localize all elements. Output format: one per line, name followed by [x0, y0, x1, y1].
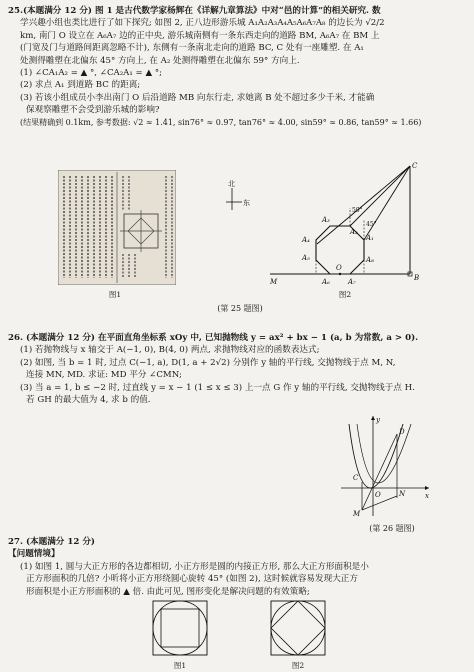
q25-figure-title: (第 25 题图) [217, 304, 263, 313]
q27-figure-1-squares [150, 600, 210, 658]
question-27 [8, 536, 466, 598]
north-east-compass-icon [222, 178, 252, 218]
q27-subq-1: (1) 如图 1, 圆与大正方形的各边都相切, 小正方形是圆的内接正方形, 那么大正方形面积是小 [20, 561, 369, 572]
q26-line: 若 GH 的最大值为 4, 求 b 的值. [26, 395, 151, 406]
fig2-label-B: B [414, 274, 420, 282]
fig2-label-A6: A₆ [322, 278, 330, 286]
q27-figure-2-caption: 图2 [291, 661, 305, 670]
fig2-label-C: C [412, 162, 418, 170]
q25-line: 25.(本题满分 12 分) 图 1 是古代数学家杨辉在《详解九章算法》中对“邑的计算”的相关研究. 数 [8, 6, 381, 16]
fig2-label-A7: A₇ [348, 278, 356, 286]
q25-line: (门宽及门与道路间距离忽略不计), 东侧有一条南北走向的道路 BC, C 处有一座雕塑. 在 A₁ [20, 43, 364, 54]
q25-line: 处测得雕塑在北偏东 45° 方向上, 在 A₂ 处测得雕塑在北偏东 59° 方向上. [20, 55, 300, 66]
q25-subq-1: (1) ∠CA₁A₂ = ▲ °, ∠CA₂A₁ = ▲ °; [20, 68, 163, 79]
fig2-label-A5: A₅ [302, 254, 310, 262]
q26-label-O: O [375, 491, 381, 499]
q26-subq-1: (1) 若抛物线与 x 轴交于 A(−1, 0), B(4, 0) 两点, 求抛物线对应的函数表达式; [20, 345, 320, 356]
fig2-label-A3: A₃ [322, 216, 330, 224]
fig2-label-A4: A₄ [302, 236, 310, 244]
q26-subq-3: (3) 当 a = 1, b ≤ −2 时, 过直线 y = x − 1 (1 ≤ x ≤ 3) 上一点 G 作 y 轴的平行线, 交抛物线于点 H. [20, 382, 415, 393]
compass-north-label: 北 [228, 180, 235, 188]
fig2-label-M: M [270, 278, 278, 286]
q27-line: 27. (本题满分 12 分) [8, 537, 95, 547]
fig2-label-A8: A₈ [366, 256, 374, 264]
fig2-label-O: O [336, 264, 342, 272]
q25-reference-data: (结果精确到 0.1km, 参考数据: √2 ≈ 1.41, sin76° ≈ 0.97, tan76° ≈ 4.00, sin59° ≈ 0.86, tan59° ≈ 1.66) [20, 117, 422, 127]
fig2-angle-45: 45° [366, 221, 377, 228]
q26-subq-2: (2) 如图, 当 b = 1 时, 过点 C(−1, a), D(1, a + 2√2) 分别作 y 轴的平行线, 交抛物线于点 M, N, [20, 357, 396, 368]
fig2-label-A2: A₂ [350, 228, 358, 236]
compass-east-label: 东 [243, 199, 250, 207]
q26-parabola-figure [335, 412, 435, 520]
q26-label-C: C [353, 474, 359, 482]
q26-line: 连接 MN, MD. 求证: MD 平分 ∠CMN; [26, 370, 182, 381]
q25-figure-2-caption: 图2 [338, 290, 352, 299]
q25-subq-2: (2) 求点 A₁ 到道路 BC 的距离; [20, 80, 141, 91]
q26-label-N: N [399, 490, 406, 498]
q26-label-y: y [376, 416, 380, 424]
q26-figure-title: (第 26 题图) [369, 524, 415, 533]
q25-line: 学兴趣小组也类比进行了如下探究; 如图 2, 正八边形游乐城 A₁A₂A₃A₄A₅A₆A₇A₈ 的边长为 √2/2 [20, 18, 385, 29]
q25-figure-1-caption: 图1 [108, 290, 122, 299]
q27-line: 正方形面积的几倍? 小昕将小正方形绕圆心旋转 45° (如图 2), 这时候就容易发现大正方 [26, 574, 358, 585]
q25-line: 保观察雕塑不会受到游乐城的影响? [26, 105, 160, 116]
q27-section-heading: 【问题情境】 [8, 549, 60, 560]
q25-figure-1-book-scan [58, 170, 176, 285]
q27-figure-2-rotated-square [268, 600, 328, 658]
q27-figure-1-caption: 图1 [173, 661, 187, 670]
q26-label-M: M [353, 510, 361, 518]
q25-subq-3: (3) 若该小组成员小李出南门 O 后沿道路 MB 向东行走, 求她离 B 处不超过多少千米, 才能确 [20, 92, 375, 103]
q26-label-x: x [425, 492, 429, 500]
fig2-label-A1: A₁ [366, 234, 374, 242]
q27-line: 形面积是小正方形面积的 ▲ 倍. 由此可见, 图形变化是解决问题的有效策略; [26, 586, 310, 597]
question-26 [8, 332, 466, 406]
question-25 [8, 5, 466, 129]
q26-line: 26. (本题满分 12 分) 在平面直角坐标系 xOy 中, 已知抛物线 y = ax² + bx − 1 (a, b 为常数, a > 0). [8, 333, 419, 343]
q25-figure-2-octagon-diagram [262, 158, 434, 290]
q25-line: km, 南门 O 设立在 A₆A₇ 边的正中央, 游乐城南侧有一条东西走向的道路 BM, A₆A₇ 在 BM 上 [20, 30, 380, 41]
fig2-angle-59: 59° [352, 207, 363, 214]
q26-label-D: D [399, 428, 405, 436]
